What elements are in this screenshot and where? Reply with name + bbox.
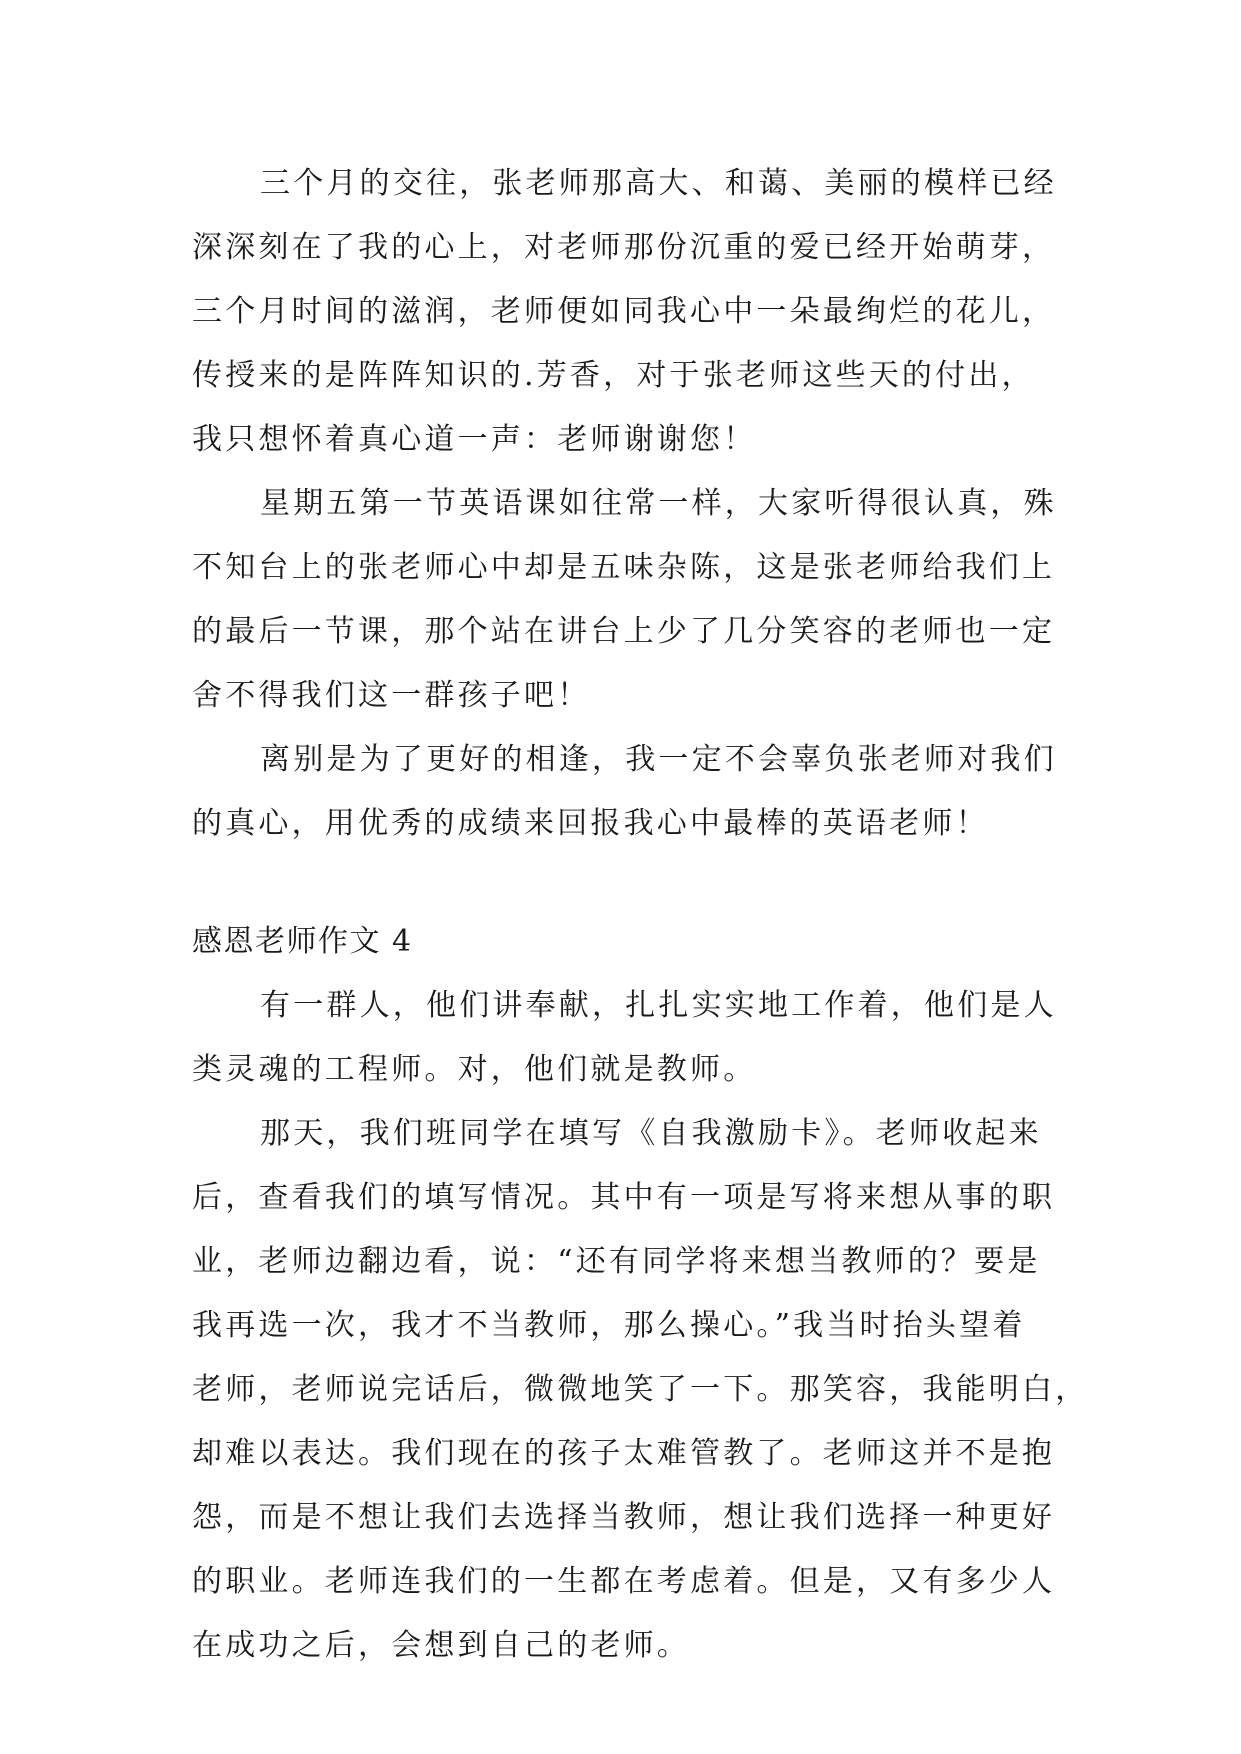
paragraph-line: 的最后一节课，那个站在讲台上少了几分笑容的老师也一定 — [192, 614, 1056, 649]
paragraph-line: 我只想怀着真心道一声：老师谢谢您！ — [192, 422, 757, 457]
paragraph-line: 星期五第一节英语课如往常一样，大家听得很认真，殊 — [260, 486, 1057, 521]
paragraph-line: 三个月的交往，张老师那高大、和蔼、美丽的模样已经 — [260, 166, 1057, 201]
section-title: 感恩老师作文 4 — [192, 924, 413, 959]
paragraph-line: 不知台上的张老师心中却是五味杂陈，这是张老师给我们上 — [192, 550, 1056, 585]
paragraph — [192, 152, 1057, 472]
paragraph-line: 我再选一次，我才不当教师，那么操心。”我当时抬头望着 — [192, 1308, 1026, 1343]
paragraph-line: 三个月时间的滋润，老师便如同我心中一朵最绚烂的花儿， — [192, 294, 1056, 329]
paragraph-line: 的真心，用优秀的成绩来回报我心中最棒的英语老师！ — [192, 806, 989, 841]
paragraph-line: 有一群人，他们讲奉献，扎扎实实地工作着，他们是人 — [260, 988, 1057, 1023]
paragraph-line: 那天，我们班同学在填写《自我激励卡》。老师收起来 — [260, 1116, 1042, 1151]
paragraph — [192, 1102, 1089, 1678]
paragraph-line: 舍不得我们这一群孩子吧！ — [192, 678, 591, 713]
paragraph-line: 离别是为了更好的相逢，我一定不会辜负张老师对我们 — [260, 742, 1057, 777]
paragraph-line: 后，查看我们的填写情况。其中有一项是写将来想从事的职 — [192, 1180, 1056, 1215]
paragraph — [192, 472, 1057, 728]
paragraph-line: 类灵魂的工程师。对，他们就是教师。 — [192, 1052, 757, 1087]
paragraph-line: 深深刻在了我的心上，对老师那份沉重的爱已经开始萌芽， — [192, 230, 1056, 265]
paragraph-line: 的职业。老师连我们的一生都在考虑着。但是，又有多少人 — [192, 1564, 1056, 1599]
paragraph-line: 却难以表达。我们现在的孩子太难管教了。老师这并不是抱 — [192, 1436, 1056, 1471]
paragraph-line: 业，老师边翻边看，说：“还有同学将来想当教师的？要是 — [192, 1244, 1041, 1279]
paragraph — [192, 728, 1057, 856]
paragraph-line: 怨，而是不想让我们去选择当教师，想让我们选择一种更好 — [192, 1500, 1056, 1535]
paragraph-line: 传授来的是阵阵知识的.芳香，对于张老师这些天的付出， — [192, 358, 1035, 393]
section-spacer — [192, 856, 1051, 910]
paragraph — [192, 974, 1057, 1102]
paragraph-line: 在成功之后，会想到自己的老师。 — [192, 1628, 690, 1663]
paragraph-line: 老师，老师说完话后，微微地笑了一下。那笑容，我能明白， — [192, 1372, 1089, 1407]
